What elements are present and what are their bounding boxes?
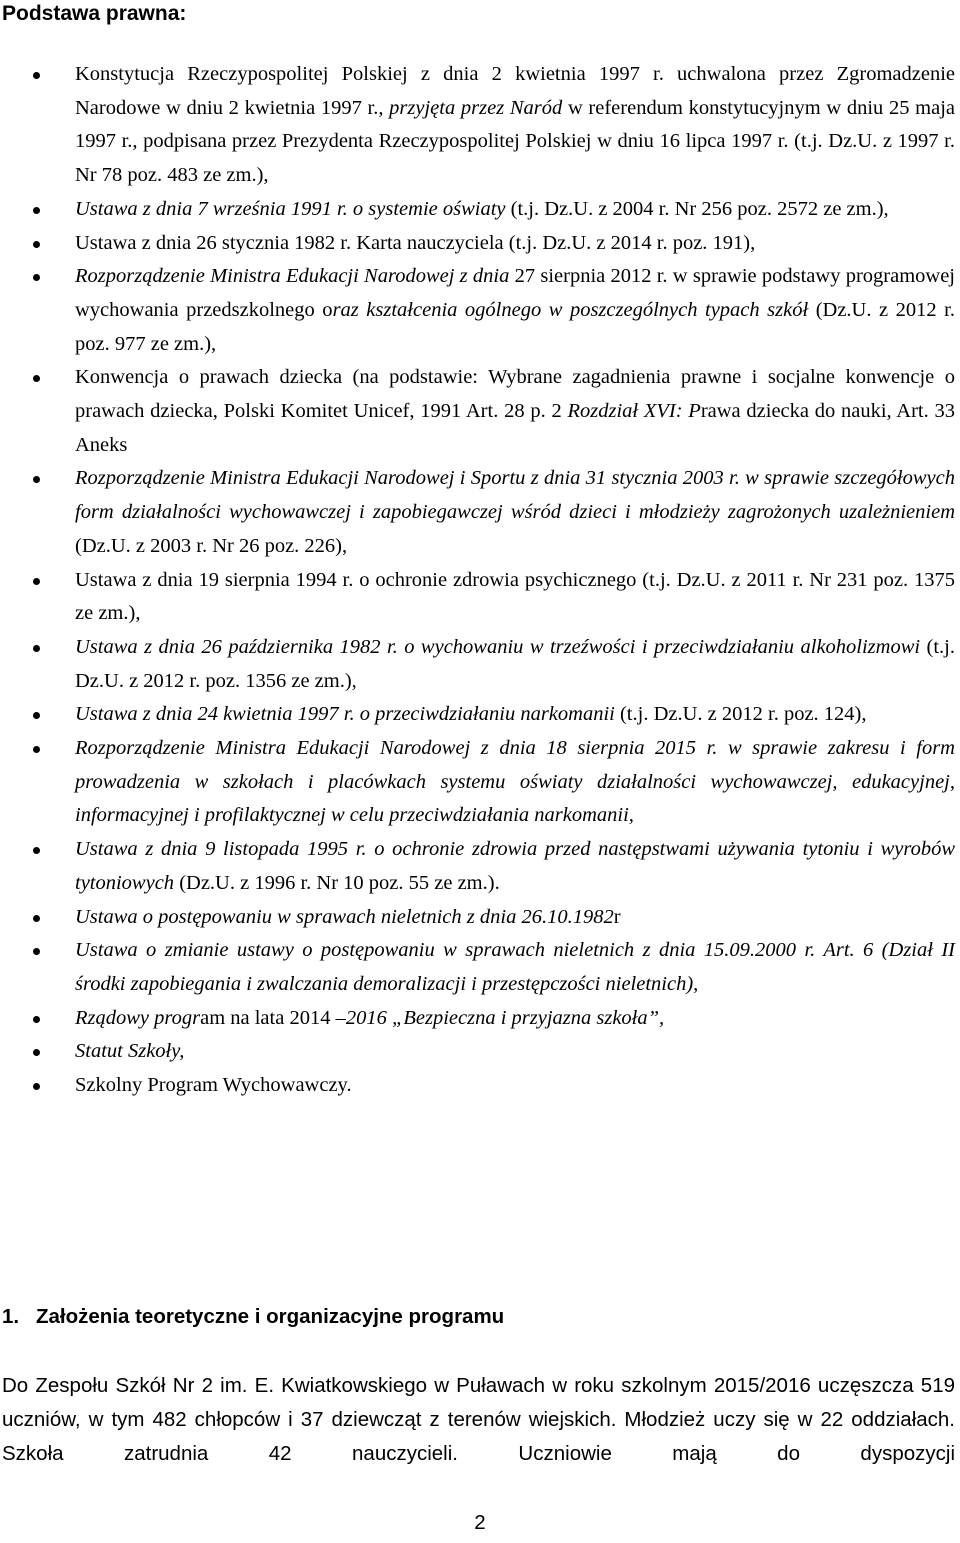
- bullet-icon: [33, 1049, 40, 1056]
- legal-basis-item: [75, 260, 955, 361]
- legal-basis-item: [75, 1035, 955, 1069]
- legal-basis-text: rawa dziecka do nauki, Art. 33 Aneks: [75, 400, 955, 456]
- legal-basis-text: Konstytucja Rzeczypospolitej Polskiej z dnia 2 kwietnia 1997 r. uchwalona przez Zgromadzenie Narodowe w dniu 2 kwietnia 1997 r.,: [75, 63, 955, 119]
- bullet-icon: [33, 948, 40, 955]
- section-title-text: Założenia teoretyczne i organizacyjne programu: [36, 1305, 505, 1328]
- bullet-icon: [33, 847, 40, 854]
- legal-basis-text: r: [613, 905, 621, 928]
- bullet-icon: [33, 915, 40, 922]
- page-number: 2: [474, 1511, 486, 1534]
- section-title: [2, 1302, 504, 1332]
- legal-basis-text: Konwencja o prawach dziecka (na podstawie: Wybrane zagadnienia prawne i socjalne konwencje o prawach dziecka, Polski Komitet Unicef, 1991 Art. 28 p. 2: [75, 366, 955, 423]
- legal-basis-text: am na lata 2014 –: [200, 1006, 346, 1029]
- legal-basis-text: Ustawa z dnia 19 sierpnia 1994 r. o ochronie zdrowia psychicznego (t.j. Dz.U. z 2011 r. Nr 231 poz. 1375 ze zm.),: [75, 568, 955, 625]
- legal-basis-text: Ustawa z dnia 7 września 1991 r. o systemie oświaty: [75, 197, 506, 220]
- bullet-icon: [33, 72, 40, 79]
- bullet-icon: [33, 274, 40, 281]
- legal-basis-text: 2016 „Bezpieczna i przyjazna szkoła”,: [345, 1006, 665, 1029]
- bullet-icon: [33, 1083, 40, 1090]
- bullet-icon: [33, 578, 40, 585]
- legal-basis-text: (t.j. Dz.U. z 2004 r. Nr 256 poz. 2572 ze zm.),: [505, 197, 889, 220]
- legal-basis-item: [75, 193, 955, 227]
- bullet-icon: [33, 375, 40, 382]
- legal-basis-item: [75, 833, 955, 900]
- legal-basis-text: Ustawa z dnia 26 października 1982 r. o wychowaniu w trzeźwości i przeciwdziałaniu alkoholizmowi: [75, 635, 921, 658]
- bullet-icon: [33, 241, 40, 248]
- bullet-icon: [33, 746, 40, 753]
- bullet-icon: [33, 476, 40, 483]
- legal-basis-item: [75, 227, 955, 261]
- legal-basis-text: Rozporządzenie Ministra Edukacji Narodowej z dnia: [75, 265, 510, 288]
- legal-basis-text: Ustawa z dnia 26 stycznia 1982 r. Karta nauczyciela (t.j. Dz.U. z 2014 r. poz. 191),: [75, 231, 756, 254]
- legal-basis-text: (Dz.U. z 1996 r. Nr 10 poz. 55 ze zm.).: [174, 871, 500, 894]
- legal-basis-text: Ustawa z dnia 24 kwietnia 1997 r. o przeciwdziałaniu narkomanii: [75, 703, 615, 726]
- legal-basis-text: Ustawa o postępowaniu w sprawach nieletnich z dnia 26.10.1982: [75, 905, 614, 928]
- heading-legal-basis: Podstawa prawna:: [2, 2, 187, 25]
- legal-basis-text: 27 sierpnia 2012 r. w sprawie podstawy programowej wychowania przedszkolnego o: [75, 265, 955, 321]
- legal-basis-text: Rządowy progr: [75, 1006, 201, 1029]
- legal-basis-item: [75, 1002, 955, 1036]
- body-paragraph: Do Zespołu Szkół Nr 2 im. E. Kwiatkowskiego w Puławach w roku szkolnym 2015/2016 uczęszcza 519 uczniów, w tym 482 chłopców i 37 dziewcząt z terenów wiejskich. Młodzież uczy się w 22 oddziałach. Szkoła zatrudnia 42 nauczycieli. Uczniowie mają do dyspozycji: [2, 1374, 955, 1465]
- legal-basis-item: [75, 361, 955, 462]
- legal-basis-item: [75, 698, 955, 732]
- legal-basis-text: raz kształcenia ogólnego w poszczególnych typach szkół: [332, 298, 809, 321]
- legal-basis-item: [75, 564, 955, 631]
- legal-basis-item: [75, 934, 955, 1001]
- bullet-icon: [33, 1016, 40, 1023]
- legal-basis-text: Rozdział XVI: P: [567, 400, 701, 423]
- legal-basis-text: Rozporządzenie Ministra Edukacji Narodowej z dnia 18 sierpnia 2015 r. w sprawie zakresu i form prowadzenia w szkołach i placówkach systemu oświaty działalności wychowawczej, edukacyjnej, informacyjnej i profilaktycznej w celu przeciwdziałania narkomanii,: [75, 737, 955, 827]
- legal-basis-item: [75, 631, 955, 698]
- legal-basis-text: Statut Szkoły,: [75, 1040, 185, 1063]
- legal-basis-text: Ustawa z dnia 9 listopada 1995 r. o ochronie zdrowia przed następstwami używania tytoniu i wyrobów tytoniowych: [75, 838, 955, 894]
- legal-basis-text: (Dz.U. z 2003 r. Nr 26 poz. 226),: [75, 534, 348, 557]
- bullet-icon: [33, 712, 40, 719]
- section-number: 1.: [2, 1305, 20, 1328]
- legal-basis-text: (t.j. Dz.U. z 2012 r. poz. 124),: [614, 703, 867, 726]
- legal-basis-item: [75, 732, 955, 833]
- legal-basis-item: [75, 901, 955, 935]
- legal-basis-text: (t.j. Dz.U. z 2012 r. poz. 1356 ze zm.),: [75, 635, 956, 692]
- legal-basis-text: w referendum konstytucyjnym w dniu 25 maja 1997 r., podpisana przez Prezydenta Rzeczypospolitej Polskiej w dniu 16 lipca 1997 r. (t.j. Dz.U. z 1997 r. Nr 78 poz. 483 ze zm.),: [75, 96, 955, 187]
- legal-basis-item: [75, 1069, 955, 1103]
- legal-basis-item: [75, 462, 955, 563]
- bullet-icon: [33, 645, 40, 652]
- legal-basis-item: [75, 58, 955, 193]
- legal-basis-text: przyjęta przez Naród: [389, 96, 563, 119]
- legal-basis-text: Szkolny Program Wychowawczy.: [75, 1074, 352, 1097]
- legal-basis-text: Ustawa o zmianie ustawy o postępowaniu w sprawach nieletnich z dnia 15.09.2000 r. Art. 6 (Dział II środki zapobiegania i zwalczania demoralizacji i przestępczości nieletnich),: [75, 939, 955, 995]
- legal-basis-text: (Dz.U. z 2012 r. poz. 977 ze zm.),: [75, 298, 955, 355]
- legal-basis-list: [0, 58, 960, 1103]
- bullet-icon: [33, 207, 40, 214]
- legal-basis-text: Rozporządzenie Ministra Edukacji Narodowej i Sportu z dnia 31 stycznia 2003 r. w sprawie szczegółowych form działalności wychowawczej i zapobiegawczej wśród dzieci i młodzieży zagrożonych uzależnieniem: [75, 467, 955, 524]
